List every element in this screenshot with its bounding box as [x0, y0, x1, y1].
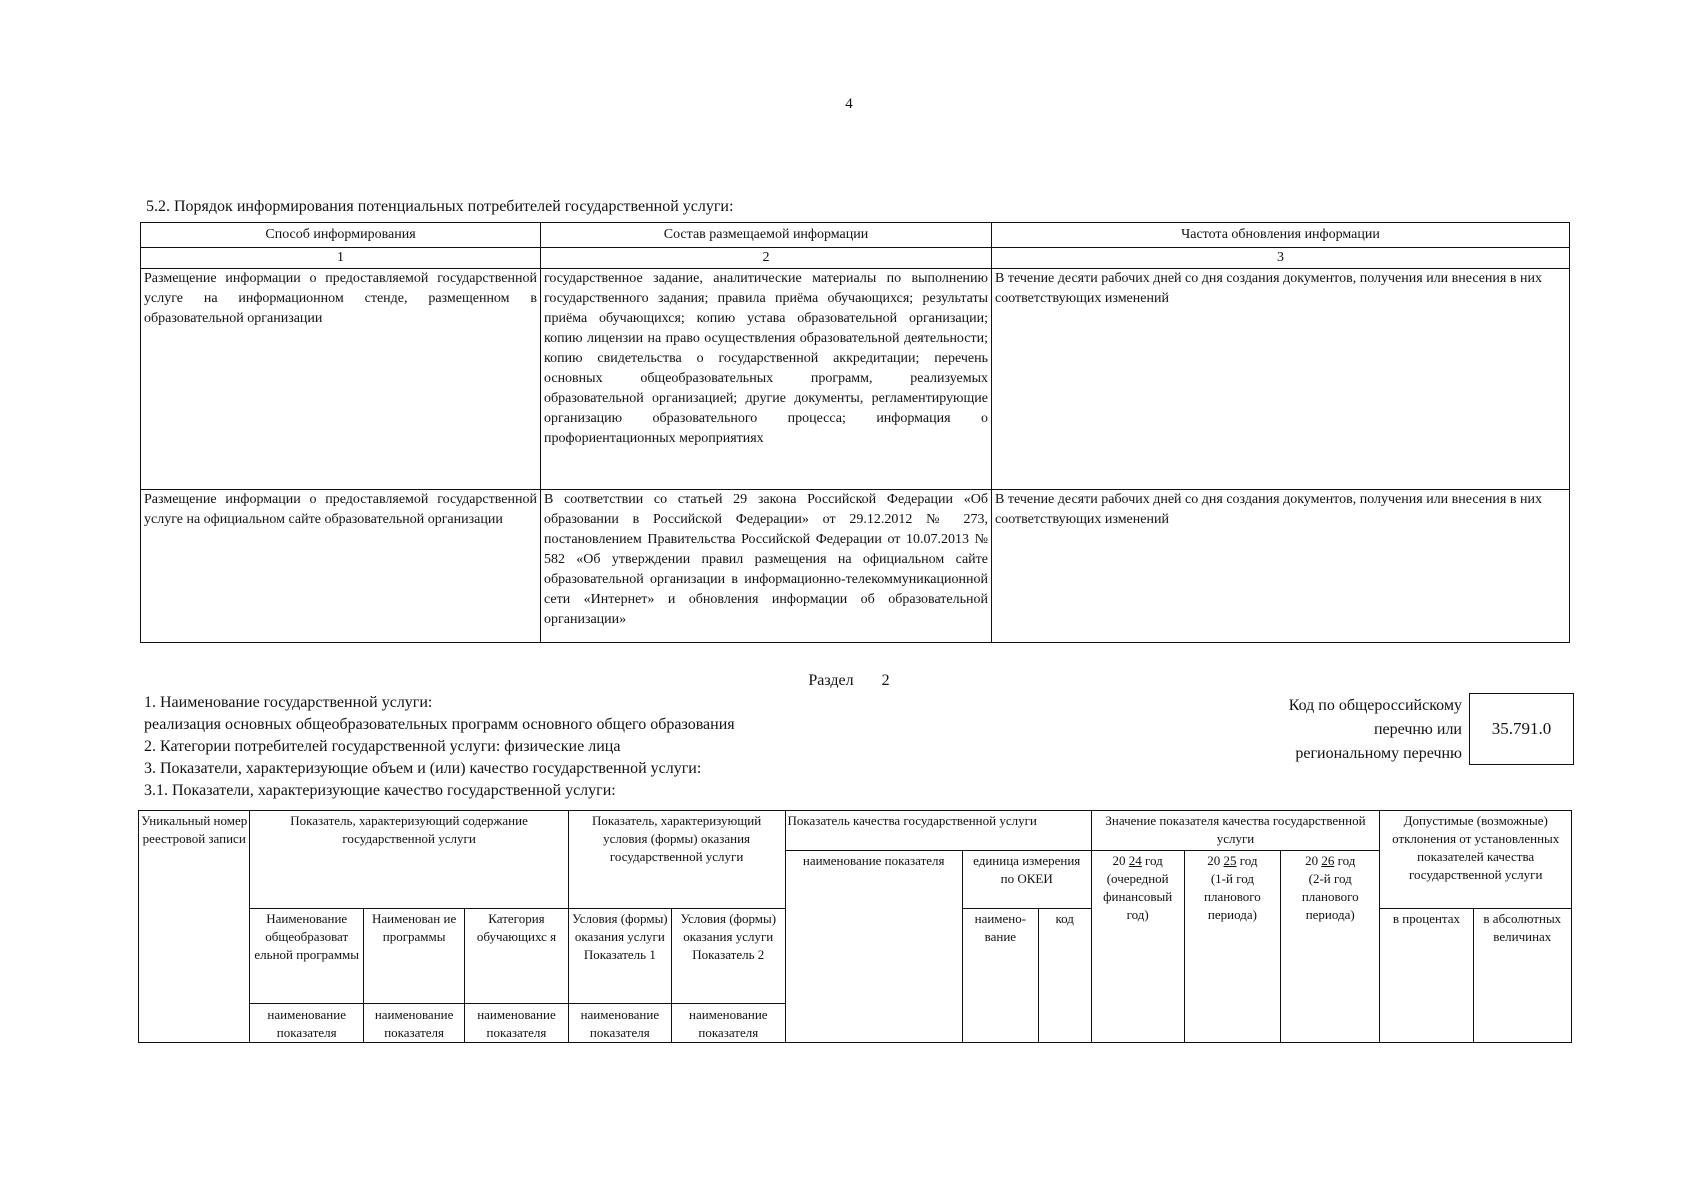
information-table-number-row — [141, 248, 1570, 269]
header-sub-condition-1 — [568, 909, 671, 1043]
header-indicator-name: наименование показателя — [785, 851, 962, 1043]
info-content-cell: В соответствии со статьей 29 закона Российской Федерации «Об образовании в Российской Федерации» от 29.12.2012 № 273, постановлением Правительства Российской Федерации от 10.07.2013 № 582 «Об утверждении правил размещения на официальном сайте образовательной организации в информационно-телекоммуникационной сети «Интернет» и обновления информации об образовательной организации» — [541, 490, 992, 643]
table-row — [141, 490, 1570, 643]
header-year-2 — [1184, 851, 1280, 1043]
info-section-heading: 5.2. Порядок информирования потенциальных потребителей государственной услуги: — [146, 198, 734, 215]
sub-header-text: Наименован ие программы — [371, 911, 457, 944]
header-sub-content-3 — [465, 909, 568, 1043]
col-number-1: 1 — [141, 248, 541, 269]
sub-header-label: наименование показателя — [569, 1003, 671, 1042]
service-name-value: реализация основных общеобразовательных программ основного общего образования — [144, 716, 735, 733]
header-content-indicator: Показатель, характеризующий содержание государственной услуги — [250, 811, 568, 909]
sub-header-label: наименование показателя — [364, 1003, 464, 1042]
header-unique-number: Уникальный номер реестровой записи — [139, 811, 250, 1043]
header-sub-content-1 — [250, 909, 363, 1043]
header-method: Способ информирования — [141, 223, 541, 248]
year-word: год — [1239, 853, 1258, 868]
header-condition-indicator: Показатель, характеризующий условия (формы) оказания государственной услуги — [568, 811, 785, 909]
section-label: Раздел — [808, 672, 854, 689]
year-value: 25 — [1223, 853, 1237, 868]
year-value: 24 — [1128, 853, 1142, 868]
registry-code-label-line: перечню или — [1373, 721, 1462, 738]
consumer-categories: 2. Категории потребителей государственной услуги: физические лица — [144, 738, 621, 755]
year-prefix: 20 — [1112, 853, 1126, 868]
sub-header-text: Наименование общеобразоват ельной программы — [254, 911, 360, 962]
year-description: (очередной финансовый год) — [1103, 871, 1173, 922]
information-table-header-row — [141, 223, 1570, 248]
sub-header-label: наименование показателя — [672, 1003, 785, 1042]
quality-indicators-table — [138, 810, 1572, 1043]
registry-code-value: 35.791.0 — [1469, 693, 1574, 765]
registry-code-label — [1232, 694, 1462, 766]
year-description: (1-й год планового периода) — [1204, 871, 1261, 922]
sub-header-text: Условия (формы) оказания услуги Показатель 2 — [680, 911, 777, 962]
info-method-cell: Размещение информации о предоставляемой государственной услуге на информационном стенде, размещенном в образовательной организации — [141, 269, 541, 490]
header-quality-indicator: Показатель качества государственной услуги — [785, 811, 1091, 851]
info-frequency-cell: В течение десяти рабочих дней со дня создания документов, получения или внесения в них соответствующих изменений — [992, 269, 1570, 490]
header-content: Состав размещаемой информации — [541, 223, 992, 248]
header-unit: единица измерения по ОКЕИ — [962, 851, 1091, 909]
sub-header-text: Категория обучающихс я — [476, 911, 557, 944]
header-unit-name: наимено-вание — [962, 909, 1038, 1043]
header-deviation-percent: в процентах — [1380, 909, 1473, 1043]
year-description: (2-й год планового периода) — [1301, 871, 1359, 922]
header-sub-content-2 — [363, 909, 464, 1043]
page-number: 4 — [845, 96, 853, 112]
header-sub-condition-2 — [672, 909, 786, 1043]
registry-code-label-line: региональному перечню — [1295, 745, 1462, 762]
info-method-cell: Размещение информации о предоставляемой государственной услуге на официальном сайте образовательной организации — [141, 490, 541, 643]
col-number-3: 3 — [992, 248, 1570, 269]
header-allowed-deviations: Допустимые (возможные) отклонения от установленных показателей качества государственной услуги — [1380, 811, 1572, 909]
year-word: год — [1337, 853, 1356, 868]
year-value: 26 — [1321, 853, 1335, 868]
quality-indicators-heading: 3.1. Показатели, характеризующие качество государственной услуги: — [144, 782, 616, 799]
info-frequency-cell: В течение десяти рабочих дней со дня создания документов, получения или внесения в них соответствующих изменений — [992, 490, 1570, 643]
header-deviation-absolute: в абсолютных величинах — [1473, 909, 1571, 1043]
table-row — [141, 269, 1570, 490]
service-name-label: 1. Наименование государственной услуги: — [144, 694, 433, 711]
information-table — [140, 222, 1570, 643]
col-number-2: 2 — [541, 248, 992, 269]
sub-header-text: Условия (формы) оказания услуги Показатель 1 — [572, 911, 668, 962]
header-unit-code: код — [1038, 909, 1091, 1043]
registry-code-label-line: Код по общероссийскому — [1288, 697, 1462, 714]
header-year-1 — [1091, 851, 1184, 1043]
year-word: год — [1145, 853, 1163, 868]
section-number: 2 — [881, 672, 890, 689]
sub-header-label: наименование показателя — [250, 1003, 362, 1042]
header-frequency: Частота обновления информации — [992, 223, 1570, 248]
year-prefix: 20 — [1305, 853, 1319, 868]
header-indicator-values: Значение показателя качества государственной услуги — [1091, 811, 1380, 851]
info-content-cell: государственное задание, аналитические материалы по выполнению государственного задания; правила приёма обучающихся; результаты приёма обучающихся; копию устава образовательной организации; копию лицензии на право осуществления образовательной деятельности; копию свидетельства о государственной аккредитации; перечень основных общеобразовательных программ, реализуемых образовательной организацией; другие документы, регламентирующие организацию образовательного процесса; информация о профориентационных мероприятиях — [541, 269, 992, 490]
indicators-heading: 3. Показатели, характеризующие объем и (или) качество государственной услуги: — [144, 760, 702, 777]
sub-header-label: наименование показателя — [465, 1003, 567, 1042]
section-title — [0, 672, 1698, 690]
year-prefix: 20 — [1207, 853, 1221, 868]
header-year-3 — [1281, 851, 1380, 1043]
